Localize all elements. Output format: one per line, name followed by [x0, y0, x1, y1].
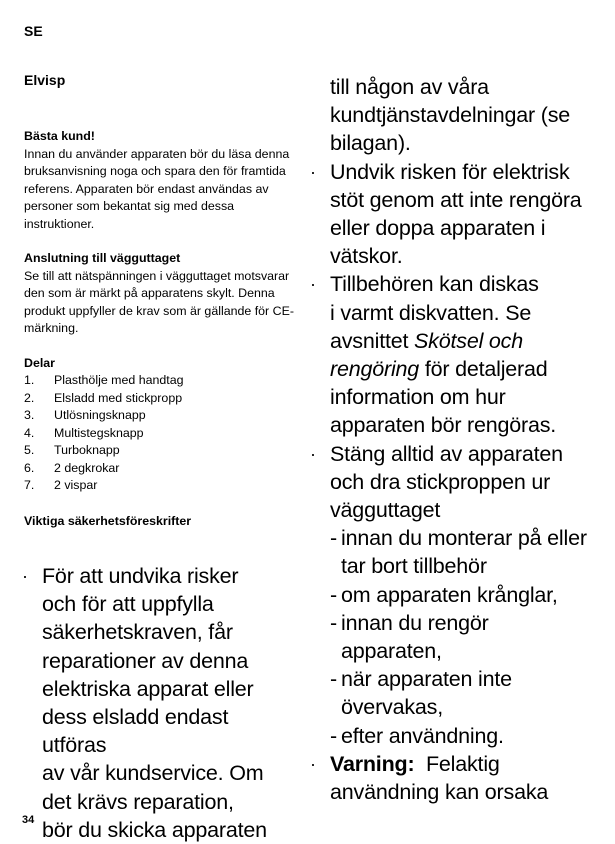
safety-bullet-4: · Stäng alltid av apparaten och dra stickproppen ur vägguttaget - innan du monterar på eller tar bort tillbehör - om apparaten krånglar, - innan du rengör apparaten, - när apparaten inte övervakas, - efter användning. — [310, 440, 600, 750]
page-number: 34 — [22, 814, 35, 826]
list-item: 3. Utlösningsknapp — [24, 408, 146, 422]
warning-label: Varning: — [330, 751, 415, 776]
list-item: 4. Multistegsknapp — [24, 425, 144, 440]
safety-bullet-1: · För att undvika risker och för att uppfylla säkerhetskraven, får reparationer av denna elektriska apparat eller dess elsladd endast utföras av vår kundservice. Om det krävs reparation, bör du skicka apparaten — [22, 564, 267, 842]
parts-heading: Delar — [24, 355, 55, 370]
safety-heading: Viktiga säkerhetsföreskrifter — [24, 513, 192, 528]
list-item: 1. Plasthölje med handtag — [24, 373, 184, 387]
sub-list-item: - när apparaten inte övervakas, — [330, 667, 512, 720]
bullet-marker: · — [310, 443, 316, 464]
right-column-text — [310, 73, 600, 806]
sub-list-item: - innan du monterar på eller tar bort tillbehör — [330, 526, 587, 579]
intro-heading: Bästa kund! — [24, 129, 95, 143]
connection-body: Se till att nätspänningen i vägguttaget motsvarar den som är märkt på apparatens skylt. Denna produkt uppfyller de krav som är gällande för CE-märkning. — [24, 268, 294, 335]
bullet-marker: · — [310, 274, 316, 295]
safety-bullet-2: · Undvik risken för elektrisk stöt genom att inte rengöra eller doppa apparaten i vätskor. — [310, 159, 582, 269]
intro-body: Innan du använder apparaten bör du läsa denna bruksanvisning noga och spara den för framtida referens. Apparaten bör endast användas av personer som bekantat sig med dessa instruktioner. — [24, 146, 290, 231]
left-column-text — [24, 128, 294, 530]
bullet-marker: · — [310, 161, 316, 182]
bullet-marker: · — [310, 753, 316, 774]
sub-list-item: - efter användning. — [330, 723, 504, 748]
parts-list — [24, 372, 294, 495]
safety-bullet-3: · Tillbehören kan diskas i varmt diskvatten. Se avsnittet Skötsel och rengöring för detaljerad information om hur apparaten bör rengöras. — [310, 272, 557, 438]
sub-list-item: - innan du rengör apparaten, — [330, 610, 489, 664]
connection-heading: Anslutning till vägguttaget — [24, 251, 181, 265]
list-item: 7. 2 vispar — [24, 478, 98, 492]
page-title: Elvisp — [24, 72, 66, 88]
safety-bullet-1-continued: till någon av våra kundtjänstavdelningar (se bilagan). — [330, 75, 571, 156]
bullet-marker: · — [22, 566, 28, 586]
safety-bullet-5: · Varning: Felaktig användning kan orsaka — [310, 751, 549, 805]
list-item: 2. Elsladd med stickpropp — [24, 390, 183, 405]
list-item: 6. 2 degkrokar — [24, 460, 120, 475]
sub-list-item: - om apparaten krånglar, — [330, 582, 558, 607]
language-code: SE — [24, 23, 43, 39]
list-item: 5. Turboknapp — [24, 443, 120, 457]
